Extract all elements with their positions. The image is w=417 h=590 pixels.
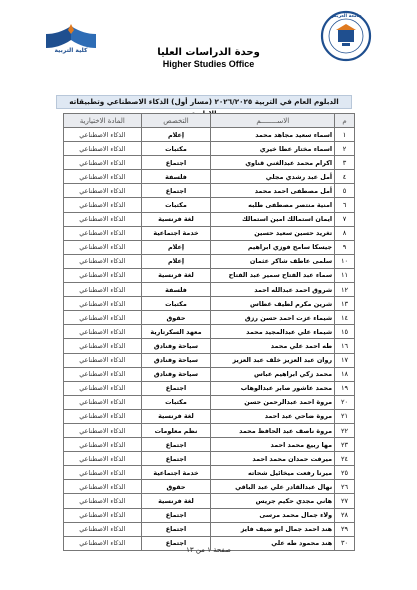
specialization: إعلام — [141, 240, 211, 254]
student-name: اسماء سعيد مجاهد محمد — [211, 128, 335, 142]
elective-subject: الذكاء الاصطناعي — [64, 480, 142, 494]
student-name: سماء عبد الفتاح سمير عبد الفتاح — [211, 268, 335, 282]
student-name: هند احمد جمال ابو ضيف فايز — [211, 522, 335, 536]
elective-subject: الذكاء الاصطناعي — [64, 325, 142, 339]
table-row — [64, 395, 355, 409]
elective-subject: الذكاء الاصطناعي — [64, 367, 142, 381]
student-name: جيسكا سامح فوزي ابراهيم — [211, 240, 335, 254]
elective-subject: الذكاء الاصطناعي — [64, 438, 142, 452]
row-number: ١٢ — [335, 283, 355, 297]
row-number: ٢٨ — [335, 508, 355, 522]
table-row — [64, 283, 355, 297]
table-row — [64, 254, 355, 268]
specialization: حقوق — [141, 311, 211, 325]
table-row — [64, 381, 355, 395]
table-row — [64, 198, 355, 212]
table-row — [64, 480, 355, 494]
specialization: لغة فرنسية — [141, 409, 211, 423]
table-row — [64, 311, 355, 325]
elective-subject: الذكاء الاصطناعي — [64, 536, 142, 550]
elective-subject: الذكاء الاصطناعي — [64, 142, 142, 156]
student-name: طه احمد علي محمد — [211, 339, 335, 353]
elective-subject: الذكاء الاصطناعي — [64, 212, 142, 226]
specialization: لغة فرنسية — [141, 494, 211, 508]
elective-subject: الذكاء الاصطناعي — [64, 156, 142, 170]
elective-subject: الذكاء الاصطناعي — [64, 198, 142, 212]
student-name: شيماء علي عبدالمجيد محمد — [211, 325, 335, 339]
row-number: ٦ — [335, 198, 355, 212]
table-row — [64, 508, 355, 522]
elective-subject: الذكاء الاصطناعي — [64, 128, 142, 142]
university-seal-text: جامعة العريش — [330, 14, 362, 19]
elective-subject: الذكاء الاصطناعي — [64, 170, 142, 184]
student-name: مروة ضاحي عبد احمد — [211, 409, 335, 423]
row-number: ٢٦ — [335, 480, 355, 494]
elective-subject: الذكاء الاصطناعي — [64, 409, 142, 423]
row-number: ٢٢ — [335, 423, 355, 437]
row-number: ٩ — [335, 240, 355, 254]
student-name: شرين مكرم لطيف غطاس — [211, 297, 335, 311]
elective-subject: الذكاء الاصطناعي — [64, 466, 142, 480]
table-row — [64, 184, 355, 198]
specialization: إعلام — [141, 128, 211, 142]
document-title: الدبلوم العام في التربية ٢٠٢٦/٢٠٢٥ (مسار أول) الذكاء الاصطناعي وتطبيقاته — [56, 95, 352, 109]
student-name: محمد عاشور صابر عبدالوهاب — [211, 381, 335, 395]
table-row — [64, 212, 355, 226]
table-row — [64, 452, 355, 466]
specialization: لغة فرنسية — [141, 268, 211, 282]
student-name: روان عبد العزيز خلف عبد العزيز — [211, 353, 335, 367]
elective-subject: الذكاء الاصطناعي — [64, 297, 142, 311]
row-number: ٢٤ — [335, 452, 355, 466]
table-header-row — [64, 114, 355, 128]
student-name: هند محمود طه علي — [211, 536, 335, 550]
row-number: ٣٠ — [335, 536, 355, 550]
row-number: ١٧ — [335, 353, 355, 367]
row-number: ١٣ — [335, 297, 355, 311]
table-row — [64, 297, 355, 311]
elective-subject: الذكاء الاصطناعي — [64, 522, 142, 536]
elective-subject: الذكاء الاصطناعي — [64, 311, 142, 325]
student-name: أمل عبد رشدي مجلي — [211, 170, 335, 184]
specialization: مكتبات — [141, 395, 211, 409]
elective-subject: الذكاء الاصطناعي — [64, 283, 142, 297]
elective-subject: الذكاء الاصطناعي — [64, 395, 142, 409]
table-row — [64, 367, 355, 381]
specialization: حقوق — [141, 480, 211, 494]
row-number: ١٠ — [335, 254, 355, 268]
specialization: إعلام — [141, 254, 211, 268]
student-name: ايمان استمالك امين استمالك — [211, 212, 335, 226]
row-number: ١٩ — [335, 381, 355, 395]
specialization: مكتبات — [141, 297, 211, 311]
student-name: ميرنا رفعت ميخائيل شحاته — [211, 466, 335, 480]
table-row — [64, 522, 355, 536]
header-elective: المادة الاختيارية — [64, 114, 142, 128]
row-number: ٤ — [335, 170, 355, 184]
specialization: لغة فرنسية — [141, 212, 211, 226]
row-number: ١٥ — [335, 325, 355, 339]
student-name: شيماء عزت احمد حسن رزق — [211, 311, 335, 325]
table-row — [64, 128, 355, 142]
header-specialization: التخصص — [141, 114, 211, 128]
row-number: ٧ — [335, 212, 355, 226]
specialization: سياحة وفنادق — [141, 353, 211, 367]
elective-subject: الذكاء الاصطناعي — [64, 494, 142, 508]
office-title-english: Higher Studies Office — [162, 59, 255, 69]
table-row — [64, 438, 355, 452]
row-number: ٨ — [335, 226, 355, 240]
table-row — [64, 142, 355, 156]
page-number: صفحة ١ من ١٣ — [186, 546, 231, 554]
elective-subject: الذكاء الاصطناعي — [64, 184, 142, 198]
specialization: معهد السكرتارية — [141, 325, 211, 339]
table-row — [64, 226, 355, 240]
elective-subject: الذكاء الاصطناعي — [64, 508, 142, 522]
specialization: اجتماع — [141, 438, 211, 452]
table-body — [64, 128, 355, 551]
table-row — [64, 409, 355, 423]
specialization: اجتماع — [141, 156, 211, 170]
row-number: ٣ — [335, 156, 355, 170]
college-logo-text: كلية التربية — [54, 47, 88, 54]
elective-subject: الذكاء الاصطناعي — [64, 268, 142, 282]
elective-subject: الذكاء الاصطناعي — [64, 423, 142, 437]
student-name: شروق احمد عبدالله احمد — [211, 283, 335, 297]
elective-subject: الذكاء الاصطناعي — [64, 381, 142, 395]
student-name: هاني مجدي حكيم جريس — [211, 494, 335, 508]
table-row — [64, 466, 355, 480]
elective-subject: الذكاء الاصطناعي — [64, 339, 142, 353]
student-name: مروة ناصف عبد الحافظ محمد — [211, 423, 335, 437]
table-row — [64, 423, 355, 437]
office-title-arabic: وحدة الدراسات العليا — [157, 47, 260, 58]
student-name: اسماء مختار عطا خيري — [211, 142, 335, 156]
student-name: نهال عبدالقادر علي عبد الباقي — [211, 480, 335, 494]
table-row — [64, 494, 355, 508]
row-number: ٢٣ — [335, 438, 355, 452]
table-row — [64, 170, 355, 184]
row-number: ١ — [335, 128, 355, 142]
row-number: ١١ — [335, 268, 355, 282]
header-num: م — [335, 114, 355, 128]
specialization: خدمة اجتماعية — [141, 466, 211, 480]
specialization: اجتماع — [141, 536, 211, 550]
specialization: خدمة اجتماعية — [141, 226, 211, 240]
row-number: ١٨ — [335, 367, 355, 381]
row-number: ٢٠ — [335, 395, 355, 409]
row-number: ٢٧ — [335, 494, 355, 508]
specialization: سياحة وفنادق — [141, 339, 211, 353]
table-row — [64, 240, 355, 254]
student-name: امنية منتصر مصطفى طلبه — [211, 198, 335, 212]
student-name: مروة احمد عبدالرحمن حسن — [211, 395, 335, 409]
elective-subject: الذكاء الاصطناعي — [64, 240, 142, 254]
table-row — [64, 339, 355, 353]
row-number: ٢٩ — [335, 522, 355, 536]
specialization: سياحة وفنادق — [141, 367, 211, 381]
specialization: مكتبات — [141, 142, 211, 156]
student-roster-table — [63, 113, 355, 551]
row-number: ٢ — [335, 142, 355, 156]
specialization: اجتماع — [141, 184, 211, 198]
row-number: ١٤ — [335, 311, 355, 325]
student-name: محمد زكي ابراهيم عباس — [211, 367, 335, 381]
elective-subject: الذكاء الاصطناعي — [64, 452, 142, 466]
student-name: أمل مصطفى احمد محمد — [211, 184, 335, 198]
table-row — [64, 156, 355, 170]
elective-subject: الذكاء الاصطناعي — [64, 254, 142, 268]
specialization: مكتبات — [141, 198, 211, 212]
student-name: اكرام محمد عبدالغني قناوي — [211, 156, 335, 170]
specialization: فلسفة — [141, 283, 211, 297]
student-name: ولاء جمال محمد مرسى — [211, 508, 335, 522]
student-name: تغريد حسين سعيد حسين — [211, 226, 335, 240]
row-number: ٥ — [335, 184, 355, 198]
student-name: ميرفت حمدان محمد احمد — [211, 452, 335, 466]
row-number: ١٦ — [335, 339, 355, 353]
row-number: ٢١ — [335, 409, 355, 423]
student-name: سلمى عاطف شاكر عثمان — [211, 254, 335, 268]
table-row — [64, 325, 355, 339]
header-name: الاســــــــم — [211, 114, 335, 128]
specialization: اجتماع — [141, 381, 211, 395]
specialization: اجتماع — [141, 508, 211, 522]
specialization: نظم معلومات — [141, 423, 211, 437]
elective-subject: الذكاء الاصطناعي — [64, 226, 142, 240]
row-number: ٢٥ — [335, 466, 355, 480]
table-row — [64, 268, 355, 282]
table-row — [64, 353, 355, 367]
specialization: اجتماع — [141, 522, 211, 536]
elective-subject: الذكاء الاصطناعي — [64, 353, 142, 367]
specialization: اجتماع — [141, 452, 211, 466]
student-name: مها ربيع محمد احمد — [211, 438, 335, 452]
specialization: فلسفة — [141, 170, 211, 184]
